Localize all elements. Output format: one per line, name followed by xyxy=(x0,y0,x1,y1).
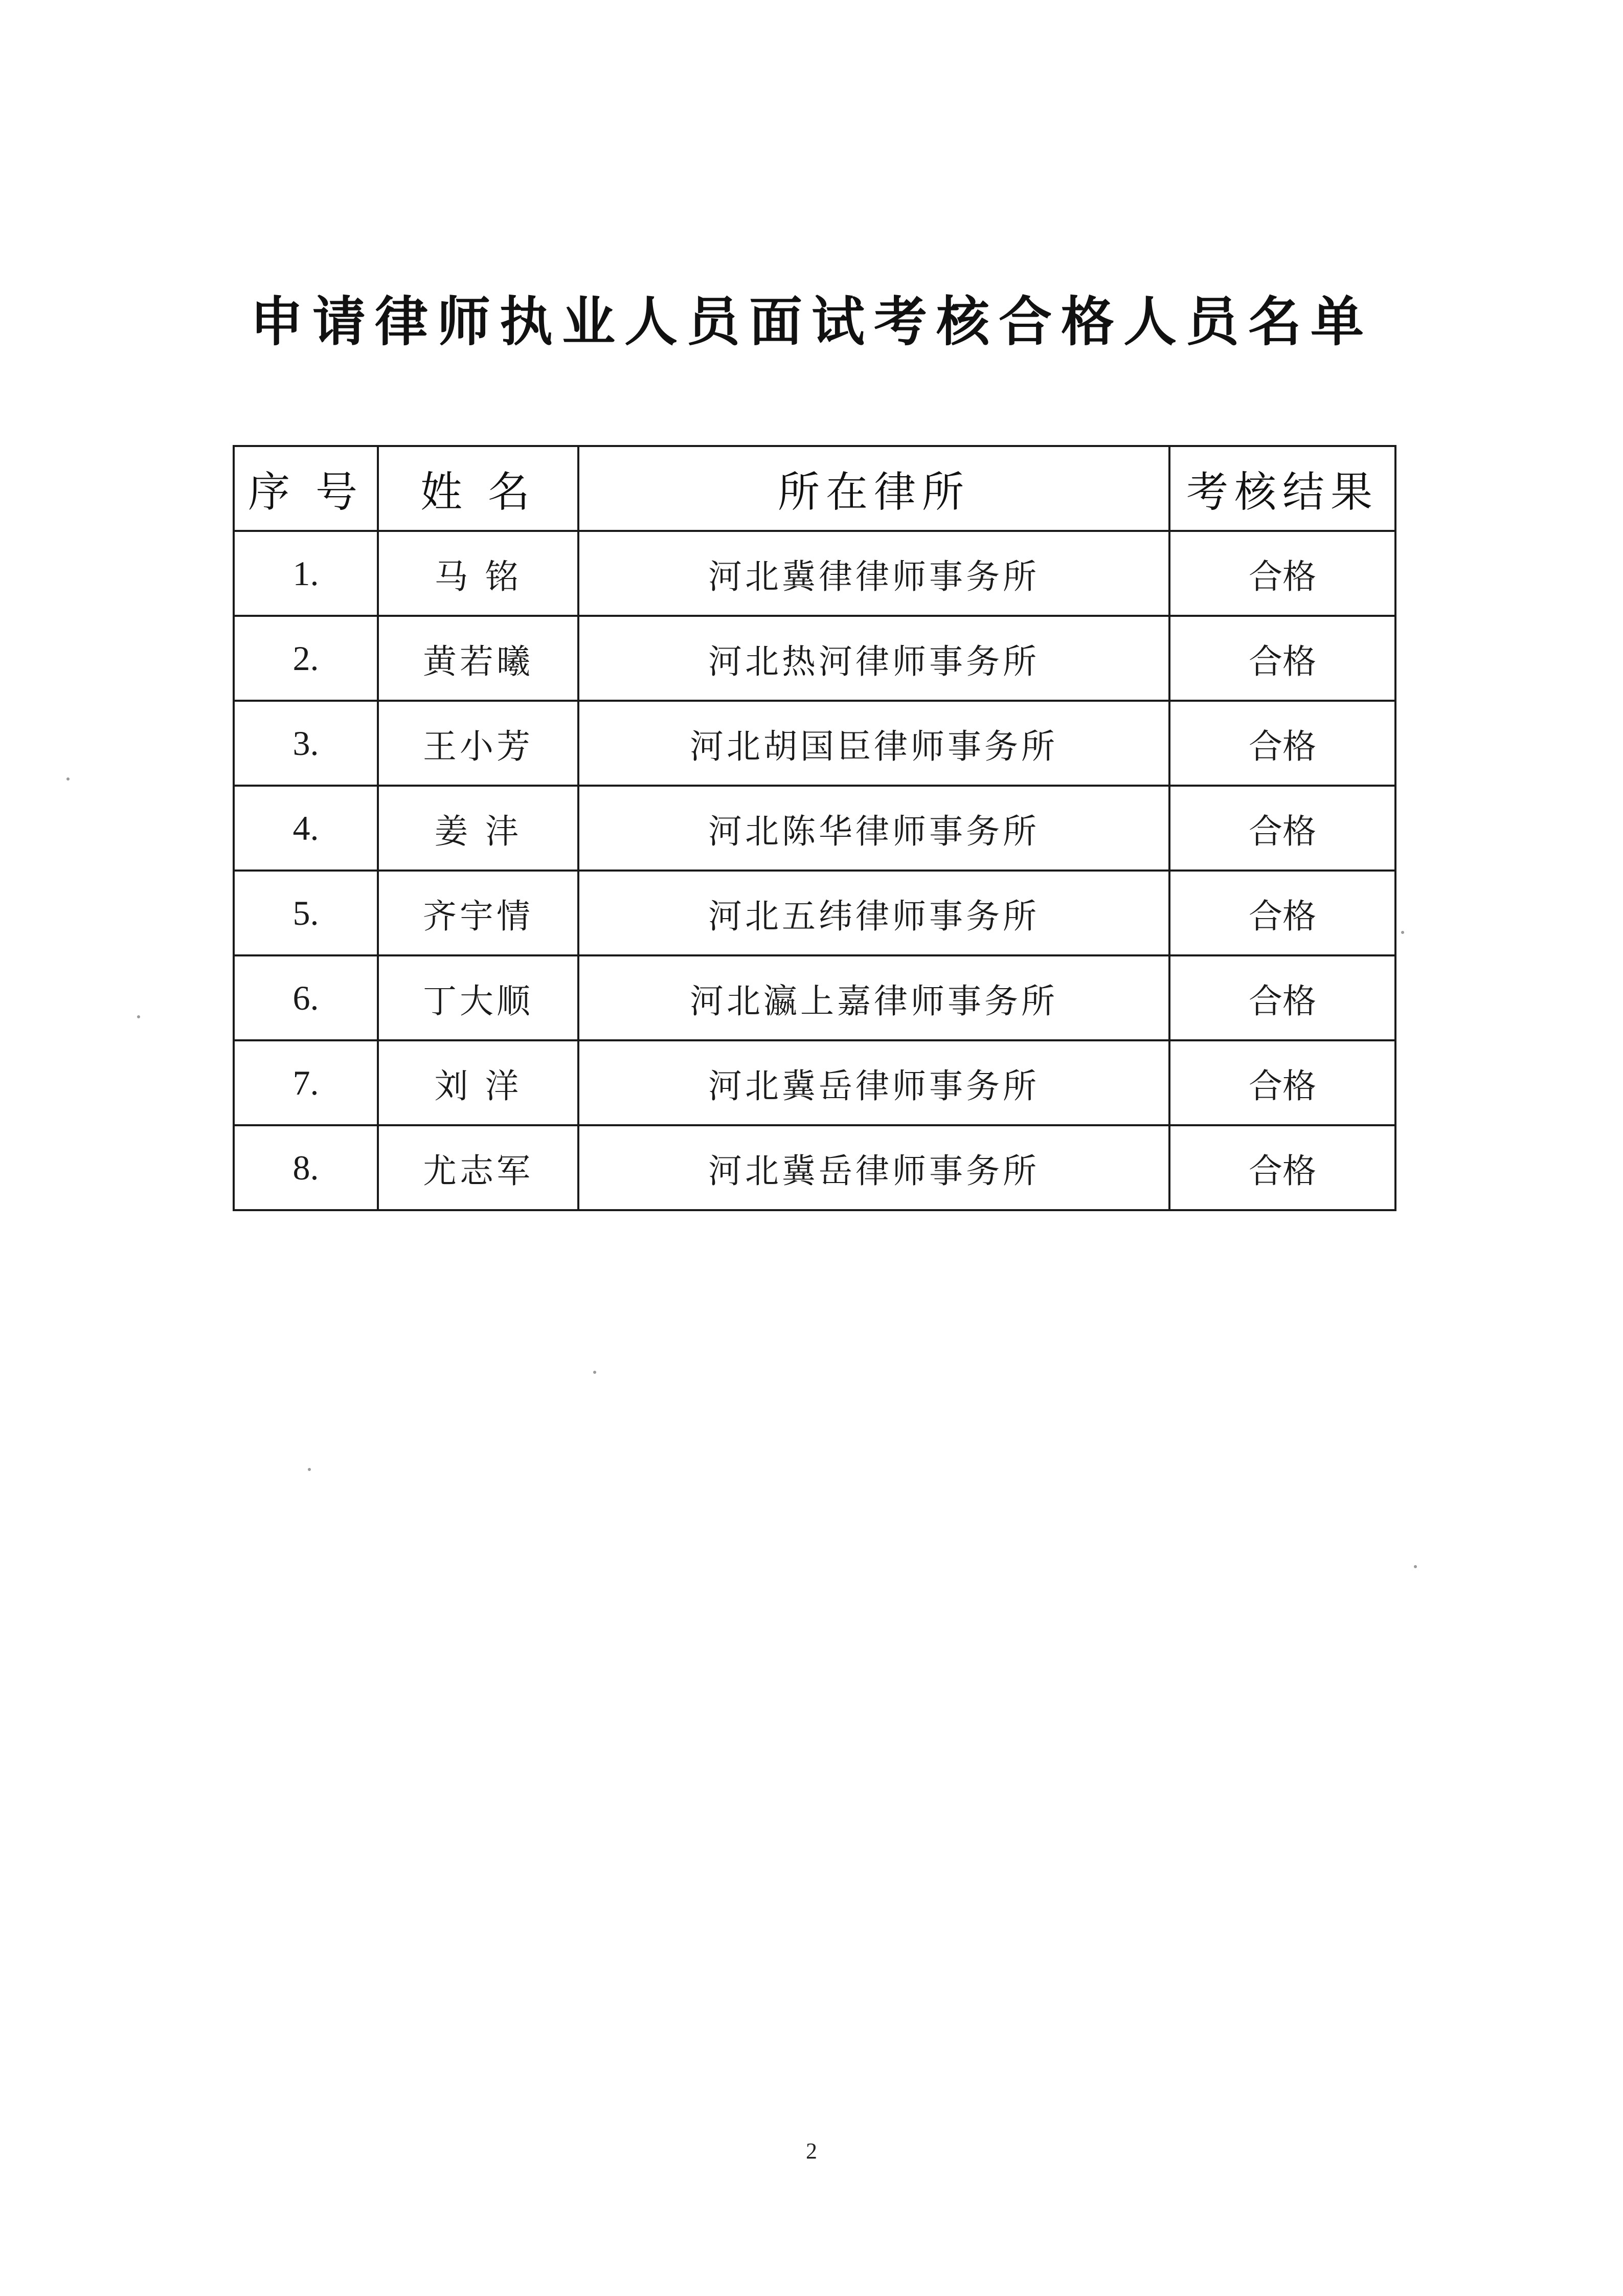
row-result: 合格 xyxy=(1169,955,1395,1040)
scan-speck xyxy=(1414,1565,1417,1568)
row-serial: 7. xyxy=(234,1040,378,1125)
header-result: 考核结果 xyxy=(1169,446,1395,531)
scan-speck xyxy=(66,777,70,781)
row-firm: 河北冀岳律师事务所 xyxy=(578,1125,1169,1210)
row-firm: 河北陈华律师事务所 xyxy=(578,786,1169,871)
row-result: 合格 xyxy=(1169,786,1395,871)
row-serial: 6. xyxy=(234,955,378,1040)
table-row xyxy=(234,1040,1395,1125)
row-result: 合格 xyxy=(1169,1125,1395,1210)
header-firm: 所在律所 xyxy=(578,446,1169,531)
row-serial: 5. xyxy=(234,871,378,955)
header-serial: 序 号 xyxy=(234,446,378,531)
header-name: 姓 名 xyxy=(378,446,578,531)
row-name: 尤志军 xyxy=(378,1125,578,1210)
row-serial: 8. xyxy=(234,1125,378,1210)
scan-speck xyxy=(137,1015,140,1018)
table-row xyxy=(234,701,1395,786)
row-name: 姜 沣 xyxy=(378,786,578,871)
page-number: 2 xyxy=(806,2138,817,2164)
row-firm: 河北冀律律师事务所 xyxy=(578,531,1169,616)
row-result: 合格 xyxy=(1169,871,1395,955)
row-result: 合格 xyxy=(1169,616,1395,701)
row-firm: 河北五纬律师事务所 xyxy=(578,871,1169,955)
row-serial: 2. xyxy=(234,616,378,701)
row-name: 马 铭 xyxy=(378,531,578,616)
row-name: 王小芳 xyxy=(378,701,578,786)
row-name: 黄若曦 xyxy=(378,616,578,701)
scan-speck xyxy=(1401,931,1404,934)
table-row xyxy=(234,616,1395,701)
row-firm: 河北瀛上嘉律师事务所 xyxy=(578,955,1169,1040)
row-serial: 1. xyxy=(234,531,378,616)
table-row xyxy=(234,955,1395,1040)
table-row xyxy=(234,786,1395,871)
table-row xyxy=(234,531,1395,616)
table-row xyxy=(234,1125,1395,1210)
scan-speck xyxy=(593,1371,596,1374)
row-name: 齐宇情 xyxy=(378,871,578,955)
row-name: 丁大顺 xyxy=(378,955,578,1040)
page-title: 申请律师执业人员面试考核合格人员名单 xyxy=(250,291,1373,353)
row-serial: 3. xyxy=(234,701,378,786)
row-result: 合格 xyxy=(1169,531,1395,616)
qualified-personnel-table xyxy=(233,445,1396,1211)
row-serial: 4. xyxy=(234,786,378,871)
row-result: 合格 xyxy=(1169,701,1395,786)
row-firm: 河北冀岳律师事务所 xyxy=(578,1040,1169,1125)
row-firm: 河北胡国臣律师事务所 xyxy=(578,701,1169,786)
row-result: 合格 xyxy=(1169,1040,1395,1125)
row-firm: 河北热河律师事务所 xyxy=(578,616,1169,701)
row-name: 刘 洋 xyxy=(378,1040,578,1125)
table-header-row xyxy=(234,446,1395,531)
table-row xyxy=(234,871,1395,955)
scan-speck xyxy=(308,1468,311,1471)
